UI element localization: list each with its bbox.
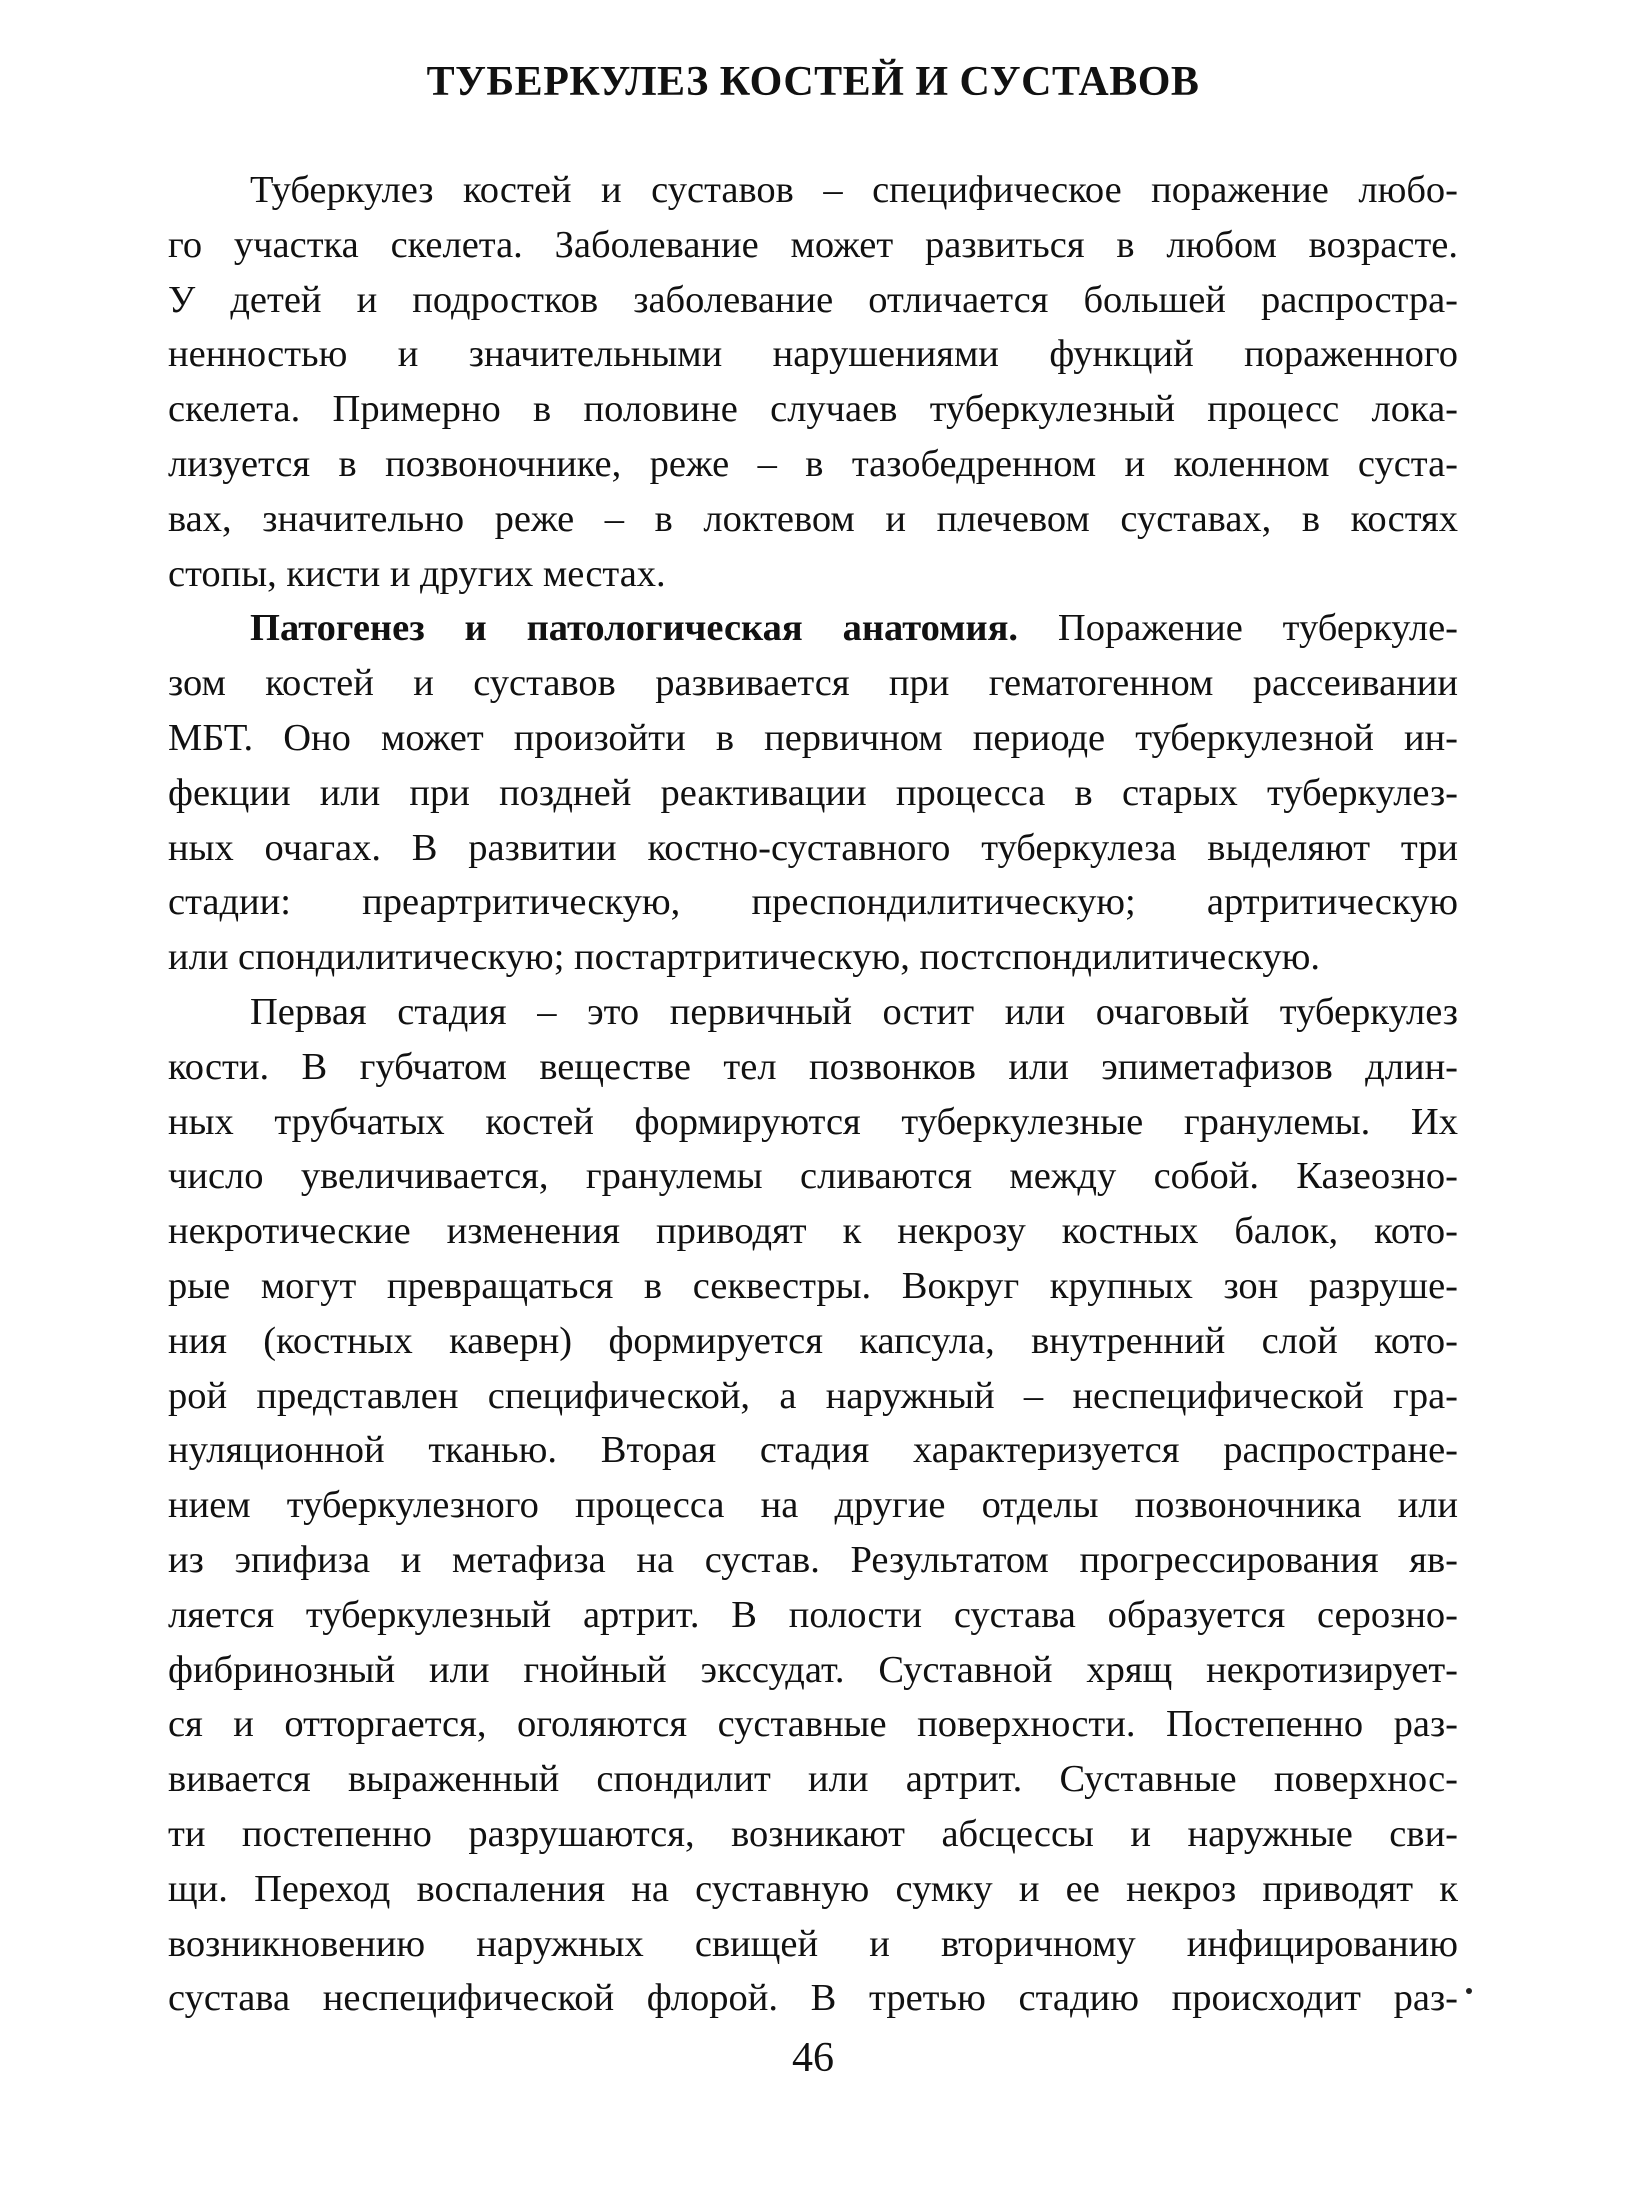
text-line: нием туберкулезного процесса на другие отделы позвоночника или — [168, 1484, 1458, 1527]
text-line: ти постепенно разрушаются, возникают абсцессы и наружные сви- — [168, 1812, 1458, 1855]
text-line: фекции или при поздней реактивации процесса в старых туберкулез- — [168, 771, 1458, 814]
paragraph-intro — [168, 163, 1458, 601]
text-line: вах, значительно реже – в локтевом и плечевом суставах, в костях — [168, 497, 1458, 540]
text-line: го участка скелета. Заболевание может развиться в любом возрасте. — [168, 223, 1458, 266]
text-line: лизуется в позвоночнике, реже – в тазобедренном и коленном суста- — [168, 442, 1458, 485]
text-line: или спондилитическую; постартритическую, постспондилитическую. — [168, 936, 1321, 979]
page-title: ТУБЕРКУЛЕЗ КОСТЕЙ И СУСТАВОВ — [426, 59, 1200, 105]
text-line: вивается выраженный спондилит или артрит. Суставные поверхнос- — [168, 1758, 1458, 1801]
text-line: нуляционной тканью. Вторая стадия характеризуется распростране- — [168, 1429, 1458, 1472]
text-line: сустава неспецифической флорой. В третью стадию происходит раз- — [168, 1977, 1458, 2020]
text-line: рой представлен специфической, а наружный – неспецифической гра- — [168, 1374, 1458, 1417]
text-line: ных трубчатых костей формируются туберкулезные гранулемы. Их — [168, 1100, 1458, 1143]
book-page — [168, 0, 1458, 2199]
text-line: МБТ. Оно может произойти в первичном периоде туберкулезной ин- — [168, 716, 1458, 759]
text-line: Туберкулез костей и суставов – специфическое поражение любо- — [250, 169, 1458, 211]
text-line: возникновению наружных свищей и вторичному инфицированию — [168, 1922, 1458, 1965]
text-line: из эпифиза и метафиза на сустав. Результатом прогрессирования яв- — [168, 1538, 1458, 1581]
text-line: ных очагах. В развитии костно-суставного туберкулеза выделяют три — [168, 826, 1458, 869]
paragraph-stages — [168, 985, 1458, 2026]
text-line: Первая стадия – это первичный остит или очаговый туберкулез — [250, 990, 1458, 1033]
text-line: зом костей и суставов развивается при гематогенном рассеивании — [168, 662, 1458, 705]
text-line: некротические изменения приводят к некрозу костных балок, кото- — [168, 1210, 1458, 1253]
text-line: ляется туберкулезный артрит. В полости сустава образуется серозно- — [168, 1593, 1458, 1636]
body-text — [168, 163, 1458, 2026]
text-run: Поражение туберкуле- — [1018, 607, 1458, 650]
text-line: стадии: преартритическую, преспондилитическую; артритическую — [168, 881, 1458, 924]
text-line-with-heading — [168, 601, 1458, 656]
text-line: фибринозный или гнойный экссудат. Суставной хрящ некротизирует- — [168, 1648, 1458, 1691]
page-number: 46 — [792, 2035, 834, 2081]
text-line: рые могут превращаться в секвестры. Вокруг крупных зон разруше- — [168, 1264, 1458, 1307]
text-line: число увеличивается, гранулемы сливаются между собой. Казеозно- — [168, 1155, 1458, 1198]
text-line: щи. Переход воспаления на суставную сумку и ее некроз приводят к — [168, 1867, 1458, 1910]
text-line: ненностью и значительными нарушениями функций пораженного — [168, 333, 1458, 376]
print-speck — [1466, 1988, 1472, 1994]
text-line: ния (костных каверн) формируется капсула, внутренний слой кото- — [168, 1319, 1458, 1362]
text-line: У детей и подростков заболевание отличается большей распростра- — [168, 278, 1458, 321]
text-line: скелета. Примерно в половине случаев туберкулезный процесс лока- — [168, 388, 1458, 431]
paragraph-pathogenesis — [168, 601, 1458, 985]
text-line: кости. В губчатом веществе тел позвонков или эпиметафизов длин- — [168, 1045, 1458, 1088]
section-run-in-heading: Патогенез и патологическая анатомия. — [250, 607, 1019, 650]
text-line: ся и отторгается, оголяются суставные поверхности. Постепенно раз- — [168, 1703, 1458, 1746]
text-line: стопы, кисти и других местах. — [168, 552, 666, 595]
